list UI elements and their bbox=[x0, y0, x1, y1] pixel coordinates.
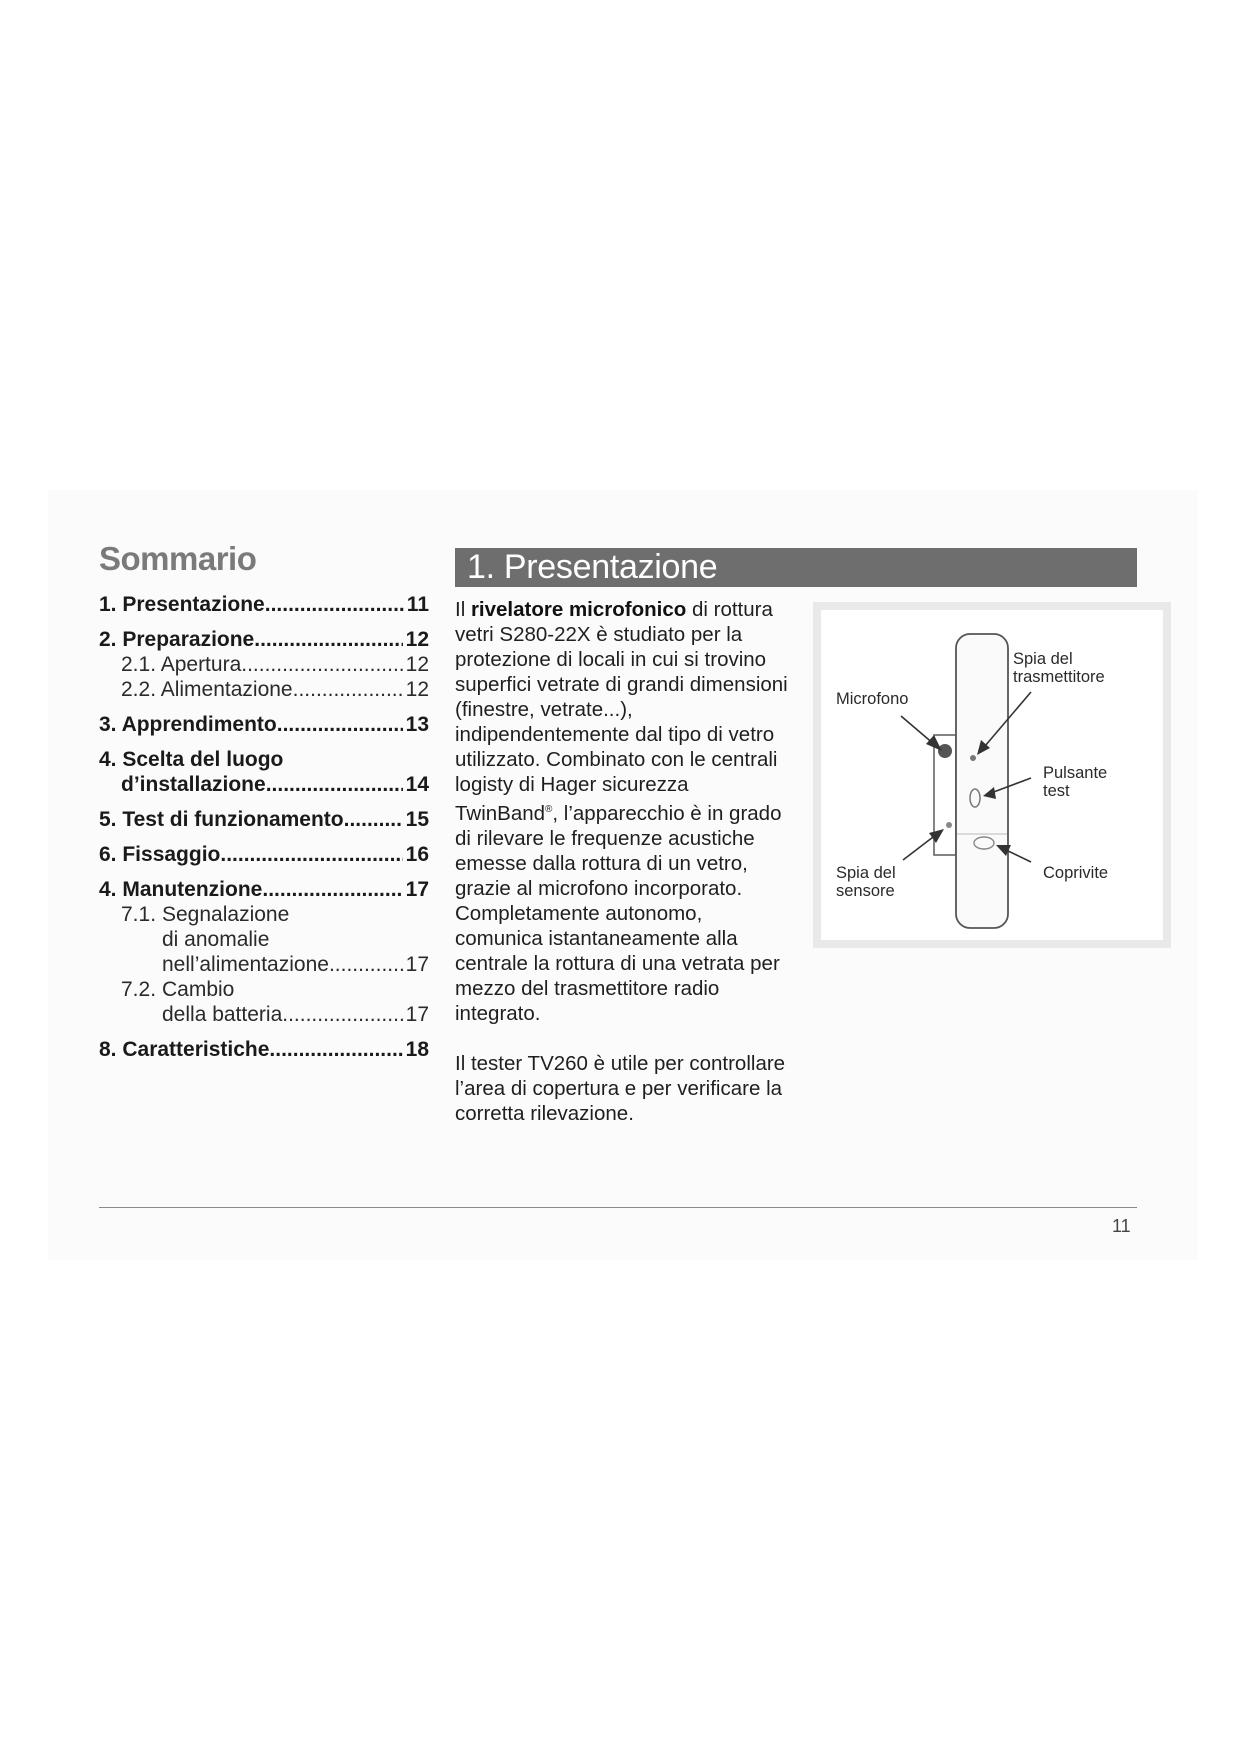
toc-entry-continued[interactable]: d’installazione ..... 14 bbox=[99, 772, 429, 797]
product-diagram bbox=[813, 602, 1171, 948]
table-of-contents bbox=[99, 592, 429, 1062]
toc-title: Sommario bbox=[99, 540, 257, 577]
toc-subentry-continued[interactable]: nell’alimentazione ..... 17 bbox=[99, 952, 429, 977]
footer-divider bbox=[99, 1207, 1137, 1208]
product-name: rivelatore microfonico bbox=[470, 598, 687, 621]
toc-subentry[interactable]: 2.1. Apertura ..... 12 bbox=[99, 652, 429, 677]
page-number: 11 bbox=[1112, 1216, 1131, 1236]
detector-body bbox=[956, 634, 1008, 928]
section-title: 1. Presentazione bbox=[467, 548, 718, 586]
toc-subentry[interactable]: 7.2. Cambio bbox=[121, 978, 235, 1001]
section-header bbox=[455, 548, 1137, 587]
registered-mark: ® bbox=[545, 804, 553, 815]
toc-entry[interactable]: 5. Test di funzionamento ..... 15 bbox=[99, 807, 429, 832]
microphone-icon bbox=[938, 744, 952, 758]
toc-subentry[interactable]: 7.1. Segnalazione bbox=[121, 903, 290, 926]
sensor-led-icon bbox=[946, 822, 952, 828]
toc-subentry-continued[interactable]: della batteria ..... 17 bbox=[99, 1002, 429, 1027]
label-pulsante-test: Pulsante test bbox=[1043, 764, 1108, 800]
toc-subentry[interactable]: 2.2. Alimentazione ..... 12 bbox=[99, 677, 429, 702]
transmitter-led-icon bbox=[970, 755, 976, 761]
toc-entry[interactable]: 8. Caratteristiche ..... 18 bbox=[99, 1037, 429, 1062]
label-microfono: Microfono bbox=[836, 690, 909, 708]
label-spia-sensore: Spia del sensore bbox=[836, 864, 896, 900]
toc-entry[interactable]: 1. Presentazione ..... 11 bbox=[99, 592, 429, 617]
toc-entry[interactable]: 4. Scelta del luogo bbox=[99, 748, 284, 771]
toc-subentry-continued[interactable]: di anomalie bbox=[162, 928, 270, 951]
toc-entry[interactable]: 3. Apprendimento ..... 13 bbox=[99, 712, 429, 737]
toc-entry[interactable]: 6. Fissaggio ..... 16 bbox=[99, 842, 429, 867]
label-coprivite: Coprivite bbox=[1043, 864, 1109, 882]
tester-paragraph: Il tester TV260 è utile per controllare l’area di copertura e per verificare la corretta rilevazione. bbox=[455, 1051, 786, 1125]
section-body bbox=[455, 597, 795, 1126]
label-spia-trasmettitore: Spia del trasmettitore bbox=[1013, 650, 1105, 686]
intro-paragraph: Il rivelatore microfonico di rottura vetri S280-22X è studiato per la protezione di locali in cui si trovino superfici vetrate di grandi dimensioni (finestre, vetrate...), indipendentemente dal tipo di vetro utilizzato. Combinato con le centrali logisty di Hager sicurezza TwinBand®, l’apparecchio è in grado di rilevare le frequenze acustiche emesse dalla rottura di un vetro, grazie al microfono incorporato. Completamente autonomo, comunica istantaneamente alla centrale la rottura di una vetrata per mezzo del trasmettitore radio integrato. bbox=[455, 598, 788, 1025]
toc-entry[interactable]: 2. Preparazione ..... 12 bbox=[99, 627, 429, 652]
toc-entry[interactable]: 4. Manutenzione ..... 17 bbox=[99, 877, 429, 902]
